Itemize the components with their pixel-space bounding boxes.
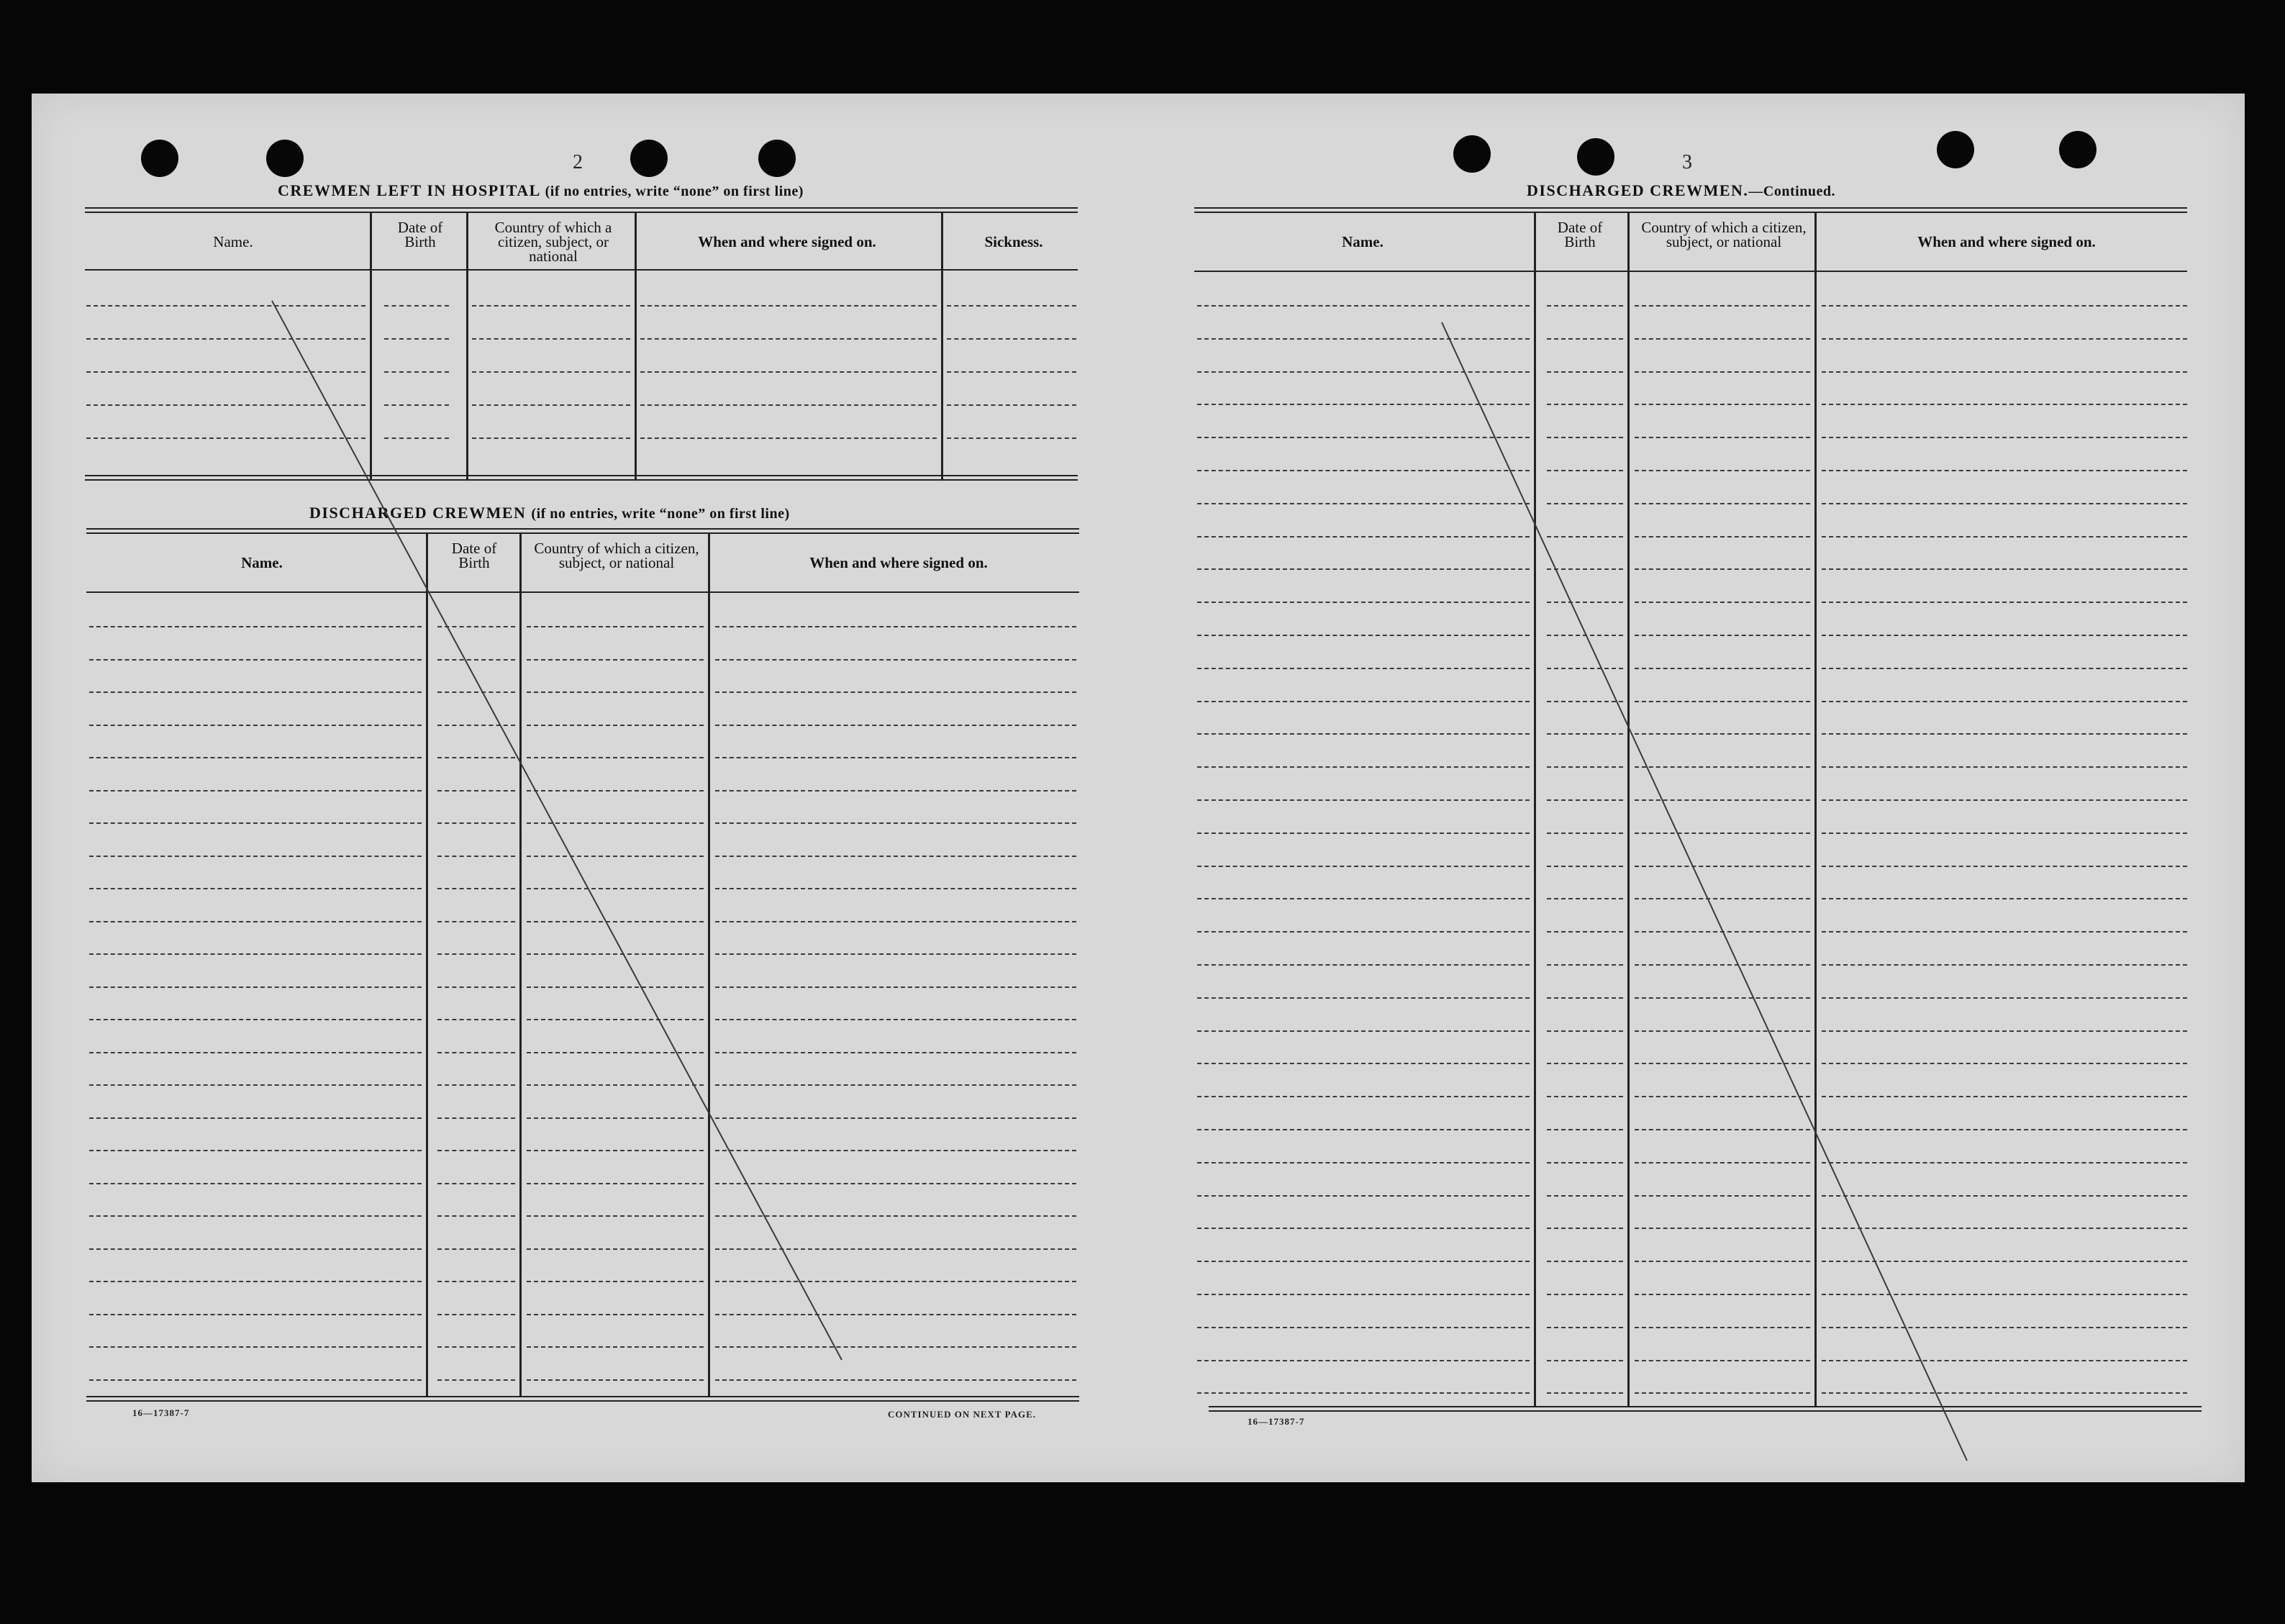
column-header-date-of-birth: Date of Birth xyxy=(451,540,497,571)
strike-line-left xyxy=(272,301,842,1360)
form-number: 16—17387-7 xyxy=(1248,1416,1305,1427)
column-header-name: Name. xyxy=(1342,233,1384,250)
form-number: 16—17387-7 xyxy=(132,1407,190,1418)
section-title-text: DISCHARGED CREWMEN. xyxy=(1527,181,1749,199)
column-header-country: Country of which a citizen, subject, or national xyxy=(534,540,699,571)
page-number: 3 xyxy=(1682,151,1692,173)
column-header-date-of-birth: Date of Birth xyxy=(397,219,443,250)
strike-through-marks xyxy=(32,94,2245,1482)
column-header-country: Country of which a citizen, subject, or national xyxy=(494,219,612,265)
continued-note: CONTINUED ON NEXT PAGE. xyxy=(888,1409,1036,1420)
column-header-country: Country of which a citizen, subject, or national xyxy=(1641,219,1807,250)
column-header-signed-on: When and where signed on. xyxy=(809,554,988,571)
column-header-date-of-birth: Date of Birth xyxy=(1557,219,1603,250)
section-title-text: DISCHARGED CREWMEN xyxy=(309,504,527,522)
section-instruction: (if no entries, write “none” on first line) xyxy=(531,506,790,522)
column-header-name: Name. xyxy=(213,233,253,250)
column-header-signed-on: When and where signed on. xyxy=(1917,233,2096,250)
section-suffix: —Continued. xyxy=(1748,183,1835,199)
section-title-text: CREWMEN LEFT IN HOSPITAL xyxy=(278,181,540,199)
section-instruction: (if no entries, write “none” on first line) xyxy=(545,183,804,199)
column-header-name: Name. xyxy=(241,554,283,571)
column-header-signed-on: When and where signed on. xyxy=(698,233,876,250)
document-spread xyxy=(32,94,2245,1482)
page-number: 2 xyxy=(573,151,583,173)
column-header-sickness: Sickness. xyxy=(984,233,1043,250)
strike-line-right xyxy=(1442,322,1967,1461)
